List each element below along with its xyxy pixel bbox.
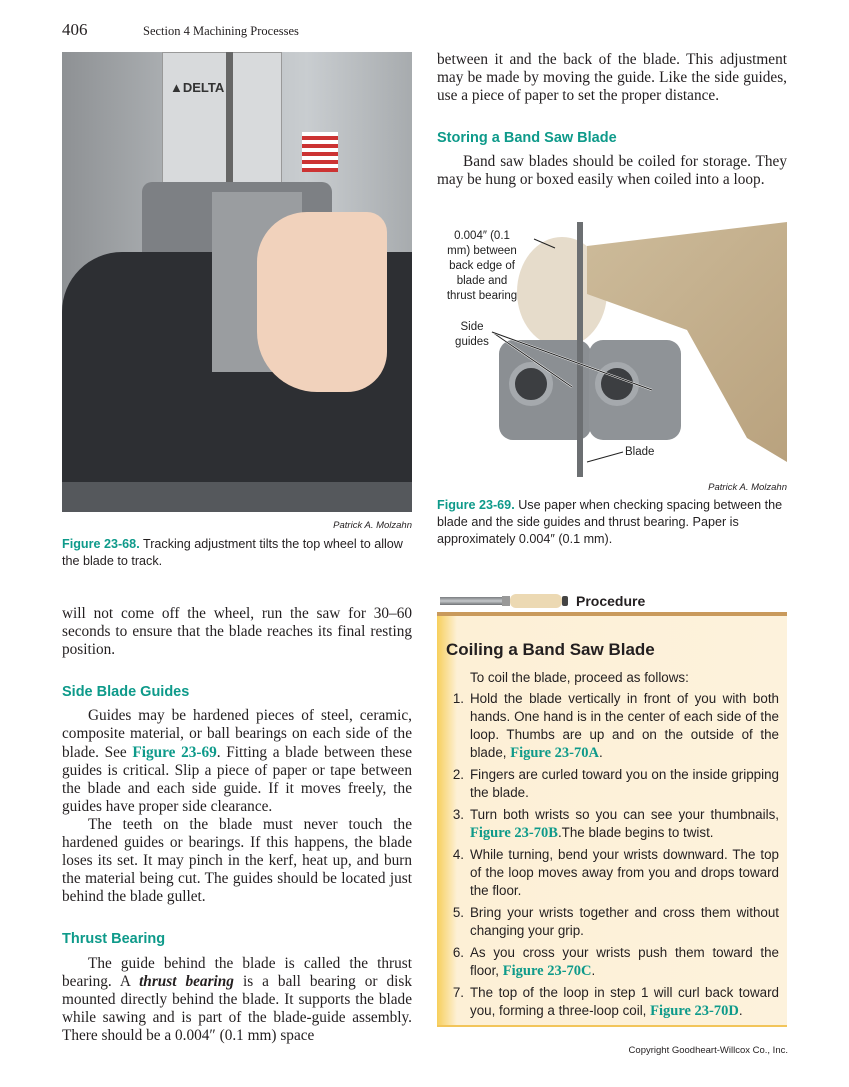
term: thrust bearing [139, 972, 234, 990]
figure-ref-link[interactable]: Figure 23-70A [510, 745, 599, 761]
heading-thrust-bearing: Thrust Bearing [62, 931, 166, 948]
figure-label: Figure 23-69. [437, 498, 515, 512]
procedure-step [437, 984, 779, 1020]
step-number: 7. [452, 985, 464, 1000]
step-text: Bring your wrists together and cross them without changing your grip. [470, 905, 779, 938]
procedure-step [437, 944, 779, 980]
label-blade: Blade [625, 446, 655, 458]
caption-text: Use paper when checking spacing between the blade and the side guides and thrust bearing. Paper is approximately 0.004″ (0.1 mm). [437, 498, 783, 546]
step-number: 4. [452, 847, 464, 862]
step-text: Hold the blade vertically in front of you with both hands. One hand is in the center of each side of the loop. Thumbs are up and on the outside of the blade, Figure 23-70A. [470, 691, 779, 761]
figure-23-68-photo [62, 52, 412, 512]
left-column [62, 605, 412, 1045]
figure-ref-link[interactable]: Figure 23-70C [502, 963, 592, 979]
paragraph: Band saw blades should be coiled for storage. They may be hung or boxed easily when coiled into a loop. [437, 153, 787, 189]
copyright: Copyright Goodheart-Willcox Co., Inc. [628, 1045, 788, 1056]
figure-23-69-caption [437, 497, 787, 548]
chisel-icon [440, 594, 568, 608]
procedure-intro: To coil the blade, proceed as follows: [470, 670, 689, 685]
paragraph: The guide behind the blade is called the thrust bearing. A thrust bearing is a ball bearing or disk mounted directly behind the blade. It supports the blade while sawing and is part of the blade-guide assembly. There should be a 0.004″ (0.1 mm) space [62, 954, 412, 1044]
step-text: The top of the loop in step 1 will curl back toward you, forming a three-loop coil, Figure 23-70D. [470, 985, 779, 1019]
step-text: As you cross your wrists push them toward the floor, Figure 23-70C. [470, 945, 779, 979]
label-thrust-bearing: 0.004″ (0.1 mm) between back edge of blade and thrust bearing [446, 230, 518, 302]
procedure-tag: Procedure [576, 593, 646, 609]
procedure-step [437, 766, 779, 802]
paragraph: will not come off the wheel, run the saw for 30–60 seconds to ensure that the blade reaches its final resting position. [62, 605, 412, 659]
label-side-guides: Side guides [455, 321, 489, 348]
figure-ref-link[interactable]: Figure 23-69 [132, 743, 217, 761]
step-text: Turn both wrists so you can see your thumbnails, Figure 23-70B.The blade begins to twist. [470, 807, 779, 841]
caption-text: Tracking adjustment tilts the top wheel to allow the blade to track. [62, 537, 403, 568]
step-number: 2. [452, 767, 464, 782]
procedure-step [437, 846, 779, 900]
figure-23-69-credit: Patrick A. Molzahn [708, 482, 787, 493]
step-text: While turning, bend your wrists downward. The top of the loop moves away from you and drops toward the floor. [470, 847, 779, 898]
heading-side-blade-guides: Side Blade Guides [62, 684, 190, 701]
paragraph: The teeth on the blade must never touch the hardened guides or bearings. If this happens, the blade loses its set. It may pinch in the kerf, heat up, and burn the material being cut. The guides should be located just behind the blade gullet. [62, 815, 412, 906]
procedure-title: Coiling a Band Saw Blade [446, 640, 655, 659]
figure-23-68-caption [62, 536, 412, 570]
procedure-step [437, 904, 779, 940]
procedure-step [437, 806, 779, 842]
figure-23-69-photo [437, 222, 787, 477]
right-column [437, 51, 787, 190]
step-text: Fingers are curled toward you on the inside gripping the blade. [470, 767, 779, 800]
step-number: 3. [452, 807, 464, 822]
paragraph: between it and the back of the blade. This adjustment may be made by moving the guide. Like the side guides, use a piece of paper to set the proper distance. [437, 51, 787, 105]
page-number: 406 [62, 20, 88, 39]
procedure-step [437, 690, 779, 762]
procedure-box [437, 612, 787, 1027]
delta-logo: ▲DELTA [170, 80, 225, 95]
heading-storing: Storing a Band Saw Blade [437, 130, 617, 147]
step-number: 5. [452, 905, 464, 920]
paragraph: Guides may be hardened pieces of steel, ceramic, composite material, or ball bearings on each side of the blade. See Figure 23-69. Fitting a blade between these guides is critical. Slip a piece of paper or tape between the blade and each side guide. If it moves freely, the guides have proper side clearance. [62, 707, 412, 815]
procedure-steps [437, 690, 787, 1020]
step-number: 1. [452, 691, 464, 706]
running-header: Section 4 Machining Processes [143, 24, 299, 38]
figure-ref-link[interactable]: Figure 23-70B [470, 825, 558, 841]
figure-ref-link[interactable]: Figure 23-70D [650, 1003, 739, 1019]
step-number: 6. [452, 945, 464, 960]
figure-23-68-credit: Patrick A. Molzahn [333, 520, 412, 531]
figure-label: Figure 23-68. [62, 537, 140, 551]
